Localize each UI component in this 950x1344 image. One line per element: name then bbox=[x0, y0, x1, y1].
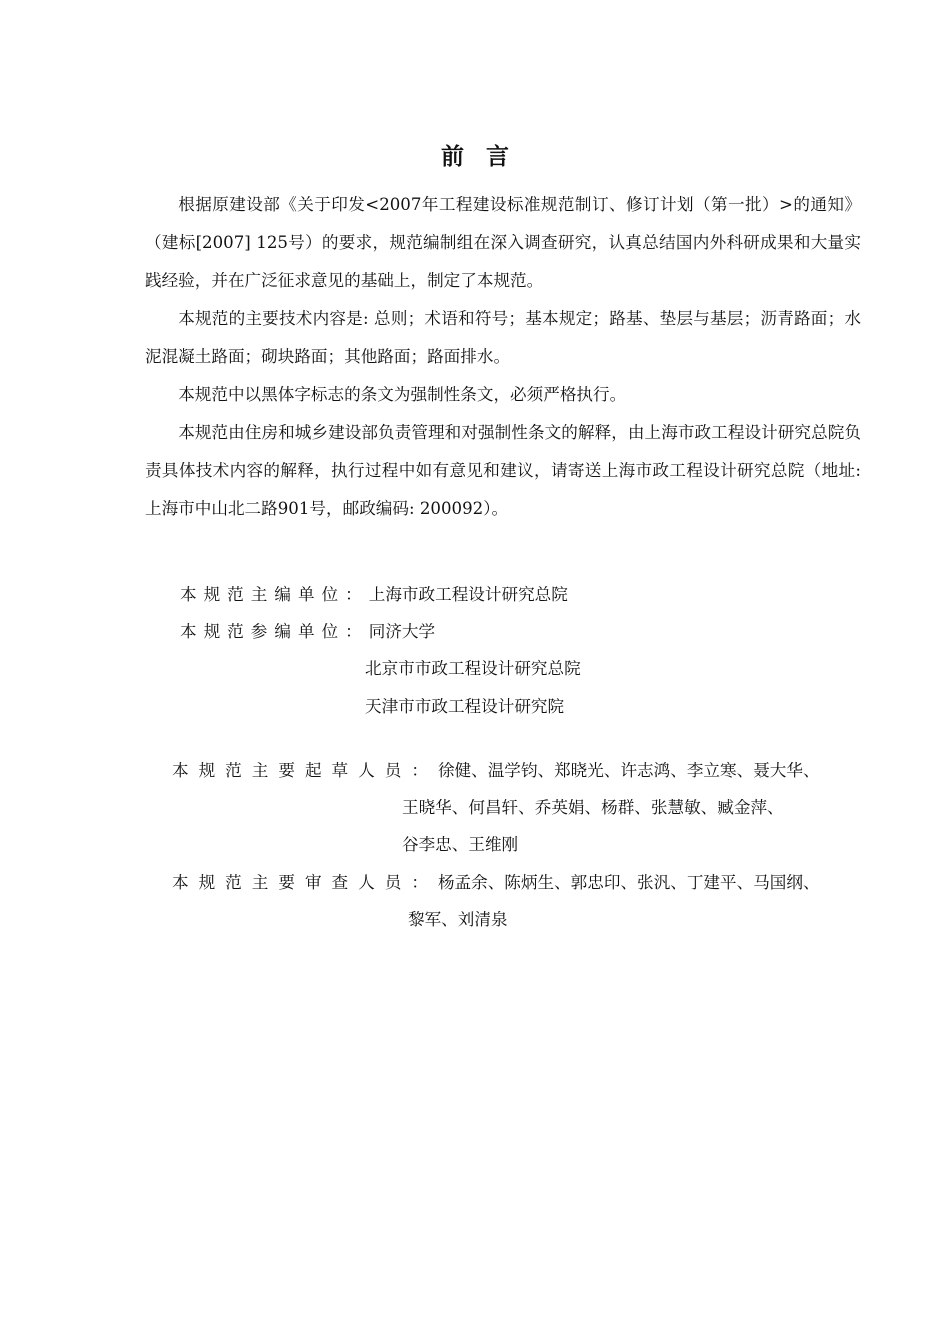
page-title: 前言 bbox=[441, 144, 531, 170]
preface-paragraph-basis: 根据原建设部《关于印发<2007年工程建设标准规范制订、修订计划（第一批）>的通知》（建标[2007] 125号）的要求，规范编制组在深入调查研究，认真总结国内外科研成果和大量实践经验，并在广泛征求意见的基础上，制定了本规范。 bbox=[145, 195, 861, 290]
reviewers-label: 本规范主要审查人员： bbox=[172, 873, 438, 892]
chief-unit-row bbox=[180, 583, 568, 607]
chief-unit-value: 上海市政工程设计研究总院 bbox=[368, 585, 568, 604]
preface-body bbox=[145, 186, 861, 528]
drafters-line: 王晓华、何昌轩、乔英娟、杨群、张慧敏、臧金萍、 bbox=[402, 798, 784, 817]
drafters-line: 徐健、温学钧、郑晓光、许志鸿、李立寒、聂大华、 bbox=[437, 761, 820, 780]
participating-unit-value: 天津市市政工程设计研究院 bbox=[365, 697, 565, 716]
participating-unit-value: 同济大学 bbox=[368, 622, 436, 641]
participating-unit-row bbox=[180, 620, 435, 644]
reviewers-line: 黎军、刘清泉 bbox=[408, 910, 508, 929]
reviewers-row bbox=[172, 871, 820, 895]
participating-unit-label: 本规范参编单位： bbox=[180, 622, 369, 641]
preface-paragraph-management: 本规范由住房和城乡建设部负责管理和对强制性条文的解释，由上海市政工程设计研究总院负责具体技术内容的解释，执行过程中如有意见和建议，请寄送上海市政工程设计研究总院（地址: 上海市中山北二路901号，邮政编码: 200092）。 bbox=[145, 423, 861, 518]
preface-paragraph-contents: 本规范的主要技术内容是: 总则；术语和符号；基本规定；路基、垫层与基层；沥青路面；水泥混凝土路面；砌块路面；其他路面；路面排水。 bbox=[145, 309, 861, 366]
drafters-label: 本规范主要起草人员： bbox=[172, 761, 438, 780]
drafters-row bbox=[172, 759, 820, 783]
chief-unit-label: 本规范主编单位： bbox=[180, 585, 369, 604]
drafters-line: 谷李忠、王维刚 bbox=[402, 835, 519, 854]
preface-paragraph-mandatory: 本规范中以黑体字标志的条文为强制性条文，必须严格执行。 bbox=[178, 385, 627, 404]
participating-unit-value: 北京市市政工程设计研究总院 bbox=[365, 659, 581, 678]
reviewers-line: 杨孟余、陈炳生、郭忠印、张汎、丁建平、马国纲、 bbox=[437, 873, 820, 892]
